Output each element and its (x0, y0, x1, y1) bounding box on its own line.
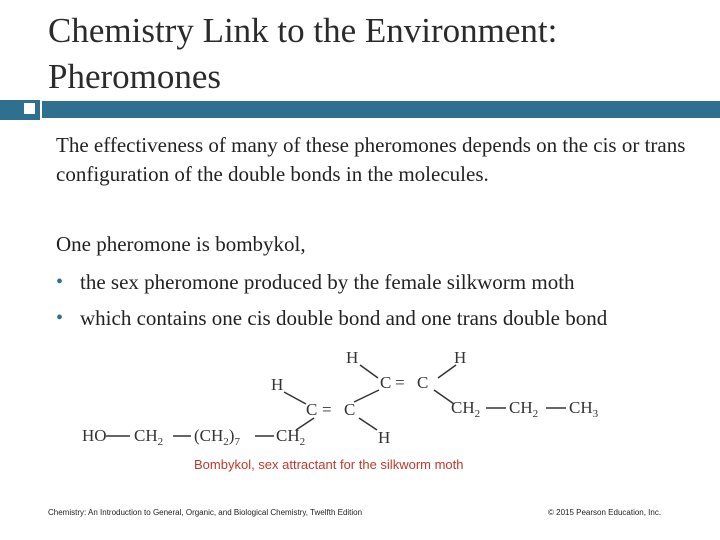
bond-c-h (359, 418, 377, 430)
bullet-dot-icon: • (56, 271, 64, 293)
atom-h: H (454, 348, 467, 367)
subscript: 2 (223, 436, 229, 448)
bond-h-c (360, 365, 378, 378)
group-ch3-label: CH (569, 398, 593, 417)
bullet-text: which contains one cis double bond and one trans double bond (80, 306, 608, 330)
structure-caption: Bombykol, sex attractant for the silkworm moth (194, 457, 464, 472)
double-bond: = (395, 373, 405, 392)
footer-copyright: © 2015 Pearson Education, Inc. (548, 508, 662, 517)
group-ch2 (509, 398, 538, 420)
bullet-item (56, 268, 706, 297)
bullet-dot-icon: • (56, 307, 64, 329)
bullet-item (56, 304, 706, 333)
slide-title: Chemistry Link to the Environment: Pheromones (48, 11, 558, 96)
group-ch2-label: CH (509, 398, 533, 417)
subscript: 2 (532, 408, 539, 420)
double-bond: = (322, 400, 332, 419)
repeat-count: 7 (234, 436, 240, 448)
structure-bonds (106, 365, 566, 436)
group-ch2 (276, 426, 305, 448)
group-ch2-label: CH (276, 426, 300, 445)
bullet-list (56, 268, 706, 340)
title-rule-line (42, 101, 720, 118)
bullet-text: the sex pheromone produced by the female silkworm moth (80, 270, 575, 294)
title-rule-square-icon (22, 101, 37, 116)
atom-h: H (271, 375, 284, 394)
atom-h: H (378, 428, 391, 447)
atom-c: C (380, 373, 392, 392)
intro-line: One pheromone is bombykol, (56, 232, 306, 256)
footer-book-title: Chemistry: An Introduction to General, Organic, and Biological Chemistry, Twelfth Edition (48, 508, 363, 517)
group-ch2-label: CH (451, 398, 475, 417)
group-ch2 (451, 398, 480, 420)
atom-c: C (344, 400, 356, 419)
group-ch2-repeat (194, 426, 240, 448)
subscript: 2 (474, 408, 481, 420)
group-ch2-label: CH (134, 426, 158, 445)
atom-c: C (306, 400, 318, 419)
atom-h: H (346, 348, 359, 367)
group-ch2 (134, 426, 163, 448)
bond-c-c (354, 390, 379, 402)
bond-h-c (284, 392, 306, 404)
group-ch2-repeat-label: (CH (194, 426, 224, 445)
subscript: 2 (157, 436, 164, 448)
atom-c: C (417, 373, 429, 392)
body-paragraph: The effectiveness of many of these pheromones depends on the cis or trans configuration of the double bonds in the molecules. (56, 133, 686, 186)
group-ch3 (569, 398, 599, 420)
subscript: 2 (299, 436, 306, 448)
subscript: 3 (592, 408, 599, 420)
group-ho: HO (82, 426, 107, 445)
group-close-paren: ) (228, 426, 235, 445)
